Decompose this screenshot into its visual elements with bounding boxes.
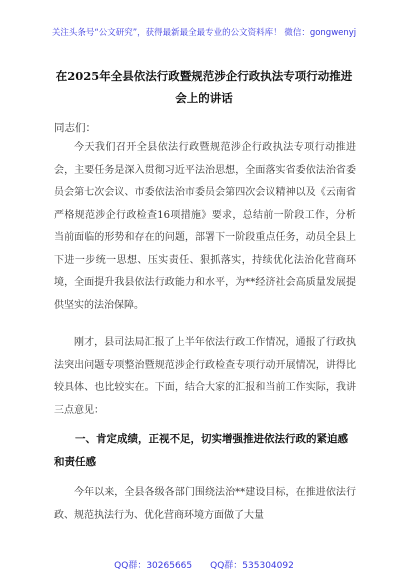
body-paragraph: 刚才，县司法局汇报了上半年依法行政工作情况，通报了行政执法突出问题专项整治暨规范涉企行政检查专项行动开展情况，讲得比较具体、也比较实在。下面，结合大家的汇报和当前工作实际，我讲三点意见： — [54, 337, 356, 416]
body-paragraph: 今年以来，全县各级各部门围绕法治**建设目标，在推进依法行政、规范执法行为、优化营商环境方面做了大量 — [54, 487, 356, 521]
header-banner: 关注头条号“公文研究”，获得最新最全最专业的公文资料库！ 微信：gongwenyj — [51, 28, 357, 38]
section-heading: 一、肯定成绩，正视不足，切实增强推进依法行政的紧迫感和责任感 — [54, 433, 348, 468]
document-title: 在2025年全县依法行政暨规范涉企行政执法专项行动推进 — [55, 69, 353, 83]
salutation: 同志们： — [54, 122, 96, 134]
footer-contact: QQ群：30265665 QQ群：535304092 — [114, 561, 294, 571]
document-title-continued: 会上的讲话 — [175, 91, 233, 105]
body-paragraph: 今天我们召开全县依法行政暨规范涉企行政执法专项行动推进会，主要任务是深入贯彻习近平法治思想，全面落实省委依法治省委员会第七次会议、市委依法治市委员会第四次会议精神以及《云南省严格规范涉企行政检查16项措施》要求，总结前一阶段工作，分析当前面临的形势和存在的问题，部署下一阶段重点任务，动员全县上下进一步统一思想、压实责任、狠抓落实，持续优化法治化营商环境，全面提升我县依法行政能力和水平，为**经济社会高质量发展提供坚实的法治保障。 — [54, 142, 356, 311]
